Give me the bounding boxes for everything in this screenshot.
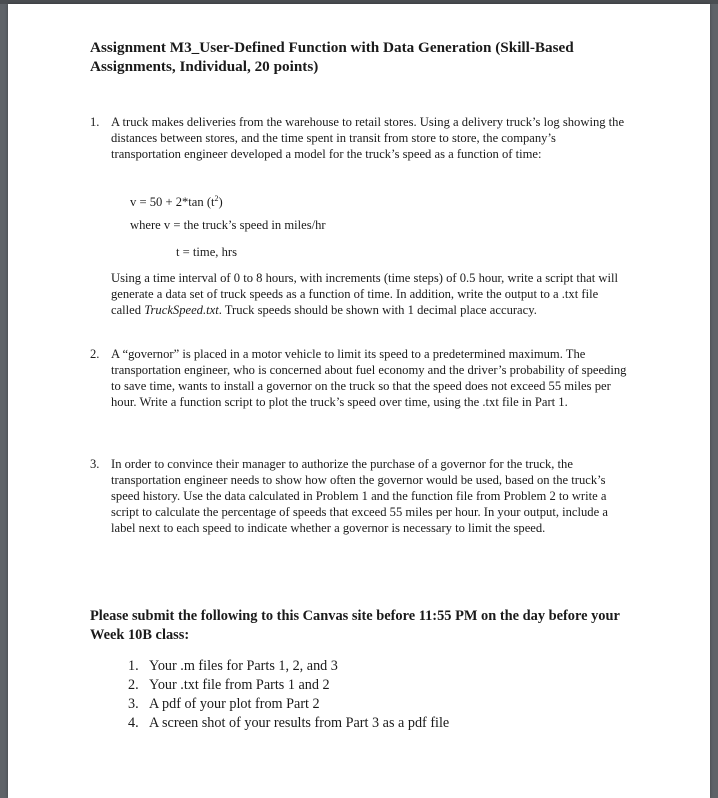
problem-3-text: In order to convince their manager to authorize the purchase of a governor for the truck, the transportation engineer needs to show how often the governor would be used, based on the truck’s speed history. Use the data calculated in Problem 1 and the function file from Problem 2 to write a script to calculate the percentage of speeds that exceed 55 miles per hour. In your output, include a label next to each speed to indicate whether a governor is necessary to limit the speed.	[111, 457, 608, 535]
submission-item	[128, 695, 449, 714]
submission-item-number: 3.	[128, 696, 139, 712]
submission-item-number: 2.	[128, 677, 139, 693]
speed-equation-main: v = 50 + 2*tan (t	[130, 195, 215, 210]
submission-heading: Please submit the following to this Canvas site before 11:55 PM on the day before your Week 10B class:	[90, 608, 620, 643]
document-page	[8, 4, 710, 798]
submission-item-number: 4.	[128, 715, 139, 731]
where-v-line: where v = the truck’s speed in miles/hr	[130, 218, 326, 232]
speed-equation	[130, 191, 223, 210]
submission-item-number: 1.	[128, 658, 139, 674]
t-definition-line: t = time, hrs	[176, 245, 237, 259]
submission-item-text: A screen shot of your results from Part 3 as a pdf file	[149, 715, 450, 731]
submission-item	[128, 676, 449, 695]
submission-item	[128, 657, 449, 676]
problem-1-text: A truck makes deliveries from the warehouse to retail stores. Using a delivery truck’s log showing the distances between stores, and the time spent in transit from store to store, the company’s transportation engineer developed a model for the truck’s speed as a function of time:	[111, 115, 625, 161]
assignment-title: Assignment M3_User-Defined Function with Data Generation (Skill-Based Assignments, Individual, 20 points)	[90, 39, 574, 75]
problem-2-number: 2.	[90, 347, 100, 361]
problem-1-number: 1.	[90, 115, 100, 129]
submission-list	[128, 657, 449, 733]
instructions-text-post: . Truck speeds should be shown with 1 decimal place accuracy.	[218, 303, 537, 317]
submission-item-text: Your .txt file from Parts 1 and 2	[149, 677, 330, 693]
submission-item	[128, 714, 449, 733]
instructions-text-pre: Using a time interval of 0 to 8 hours, with increments (time steps) of 0.5 hour, write a script that will generate a data set of truck speeds as a function of time. In addition, write the output to a .txt file called	[111, 271, 618, 317]
problem-1-instructions	[111, 270, 627, 318]
speed-equation-exponent: 2	[214, 194, 219, 203]
submission-item-text: A pdf of your plot from Part 2	[149, 696, 320, 712]
problem-3-number: 3.	[90, 457, 100, 471]
truckspeed-filename: TruckSpeed.txt	[144, 303, 219, 317]
speed-equation-close: )	[218, 195, 223, 210]
submission-item-text: Your .m files for Parts 1, 2, and 3	[149, 658, 338, 674]
problem-2-text: A “governor” is placed in a motor vehicle to limit its speed to a predetermined maximum. The transportation engineer, who is concerned about fuel economy and the driver’s probability of speeding to save time, wants to install a governor on the truck so that the speed does not exceed 55 miles per hour. Write a function script to plot the truck’s speed over time, using the .txt file in Part 1.	[111, 347, 627, 409]
